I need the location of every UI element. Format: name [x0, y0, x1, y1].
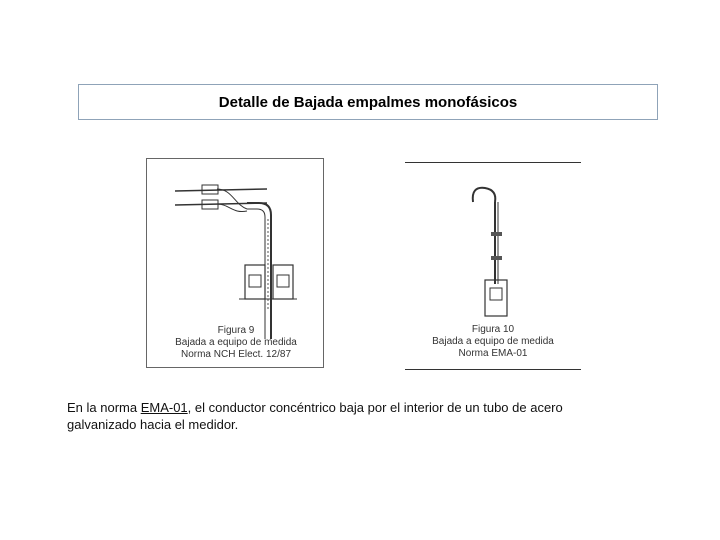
figure-10 [405, 162, 581, 372]
figure-9-caption-line2: Bajada a equipo de medida [175, 337, 297, 348]
norm-link[interactable]: EMA-01 [140, 400, 188, 415]
figure-10-label: Figura 10 [471, 324, 515, 335]
figure-10-caption-line3: Norma EMA-01 [458, 348, 528, 359]
body-suffix: , el conductor concéntrico baja por el interior de un tubo de acero galvanizado hacia el medidor. [67, 400, 563, 432]
figure-9-caption-line3: Norma NCH Elect. 12/87 [180, 349, 292, 360]
figure-9 [146, 158, 324, 368]
figure-10-caption-line2: Bajada a equipo de medida [432, 336, 554, 347]
slide-title: Detalle de Bajada empalmes monofásicos [218, 93, 518, 111]
title-box [78, 84, 658, 120]
figure-10-bottom-rule [405, 369, 581, 370]
body-prefix: En la norma [67, 400, 141, 415]
body-paragraph [67, 399, 627, 433]
figure-9-label: Figura 9 [217, 325, 255, 336]
